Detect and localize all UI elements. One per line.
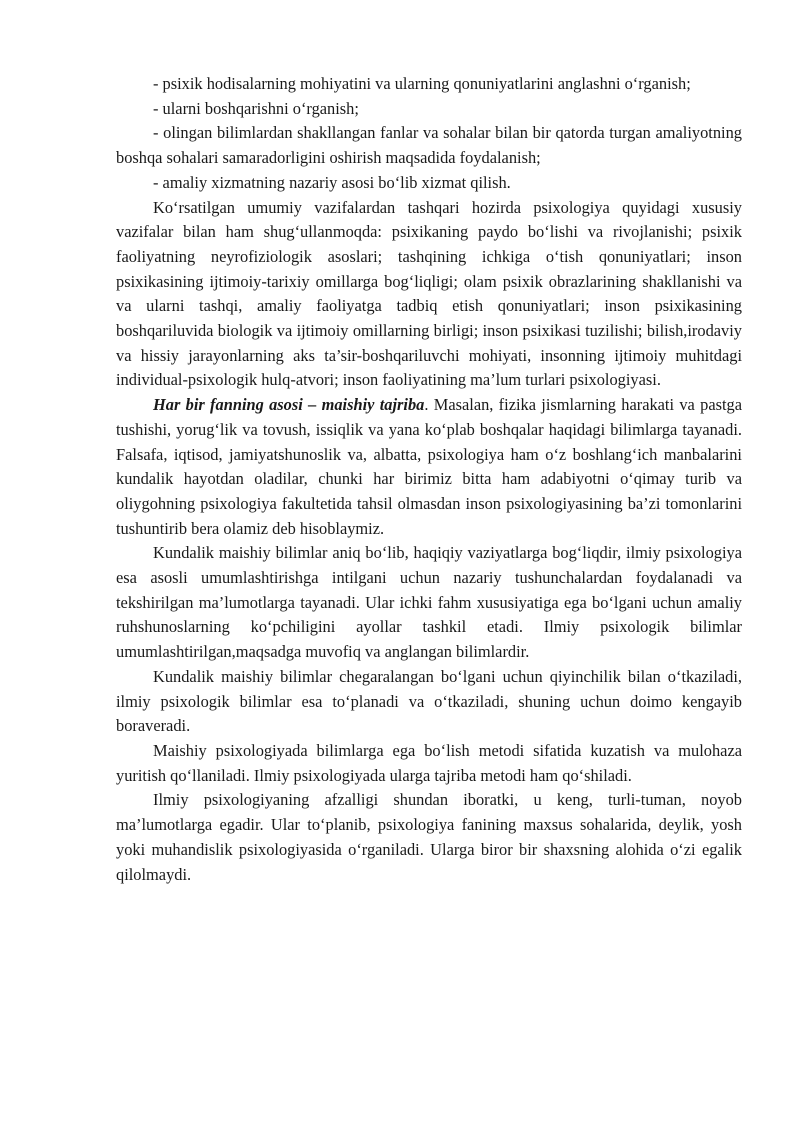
list-item-understand-laws: - psixik hodisalarning mohiyatini va ularning qonuniyatlarini anglashni o‘rganish; xyxy=(153,74,691,93)
paragraph-special-tasks: Ko‘rsatilgan umumiy vazifalardan tashqari hozirda psixologiya quyidagi xususiy vazifalar bilan ham shug‘ullanmoqda: psixikaning paydo bo‘lishi va rivojlanishi; psixik faoliyatning neyrofiziologik asoslari; tashqining ichkiga o‘tish qonuniyatlari; inson psixikasining ijtimoiy-tarixiy omillarga bog‘liqligi; olam psixik obrazlarining shakllanishi va va ularni tashqi, amaliy faoliyatga tadbiq etish qonuniyatlari; inson psixikasining boshqariluvida biologik va ijtimoiy omillarning birligi; inson psixikasi tuzilishi; bilish,irodaviy va hissiy jarayonlarning aks ta’sir-boshqariluvchi mohiyati, insonning ijtimoiy muhitdagi individual-psixologik hulq-atvori; inson faoliyatining ma’lum turlari psixologiyasi. xyxy=(116,197,742,390)
lead-text: . Masalan, fizika jismlarning harakati va pastga tushishi, yorug‘lik va tovush, issiqlik va yana ko‘plab boshqalar haqidagi bilimlarga tayanadi. Falsafa, iqtisod, jamiyatshunoslik va, albatta, psixologiya ham o‘z boshlang‘ich manbalarini kundalik hayotdan oladilar, chunki har birimiz bitta ham adabiyotni o‘qimay turib va oliygohning psixologiya fakultetida tahsil olmasdan inson psixologiyasining ba’zi tomonlarini tushuntirib bera olamiz deb hisoblaymiz. xyxy=(116,395,742,538)
document-page xyxy=(116,72,742,887)
lead-emphasis: Har bir fanning asosi – maishiy tajriba xyxy=(153,395,425,415)
paragraph-everyday-vs-scientific: Kundalik maishiy bilimlar aniq bo‘lib, haqiqiy vaziyatlarga bog‘liqdir, ilmiy psixologiya esa asosli umumlashtirishga intilgani uchun nazariy tushunchalardan foydalanadi va tekshirilgan ma’lumotlarga tayanadi. Ular ichki fahm xususiyatiga ega bo‘lgani uchun amaliy ruhshunoslarning ko‘pchiligini ayollar tashkil etadi. Ilmiy psixologik bilimlar umumlashtirilgan,maqsadga muvofiq va anglangan bilimlardir. xyxy=(116,543,742,662)
paragraph-everyday-experience xyxy=(116,393,742,541)
list-item-learn-control: - ularni boshqarishni o‘rganish; xyxy=(153,98,359,118)
list-item-theoretical-basis: - amaliy xizmatning nazariy asosi bo‘lib xizmat qilish. xyxy=(153,172,511,192)
paragraph-advantages: Ilmiy psixologiyaning afzalligi shundan iboratki, u keng, turli-tuman, noyob ma’lumotlarga egadir. Ular to‘planib, psixologiya fanining maxsus sohalarida, deylik, yosh yoki muhandislik psixologiyasida o‘rganiladi. Ularga biror bir shaxsning alohida o‘zi egalik qilolmaydi. xyxy=(116,790,742,884)
paragraph-methods: Maishiy psixologiyada bilimlarga ega bo‘lish metodi sifatida kuzatish va mulohaza yuritish qo‘llaniladi. Ilmiy psixologiyada ularga tajriba metodi ham qo‘shiladi. xyxy=(116,740,742,785)
paragraph-knowledge-transfer: Kundalik maishiy bilimlar chegaralangan bo‘lgani uchun qiyinchilik bilan o‘tkaziladi, ilmiy psixologik bilimlar esa to‘planadi va o‘tkaziladi, shuning uchun doimo kengayib boraveradi. xyxy=(116,666,742,736)
list-item-apply-knowledge: - olingan bilimlardan shakllangan fanlar va sohalar bilan bir qatorda turgan amaliyotning boshqa sohalari samaradorligini oshirish maqsadida foydalanish; xyxy=(116,123,742,168)
